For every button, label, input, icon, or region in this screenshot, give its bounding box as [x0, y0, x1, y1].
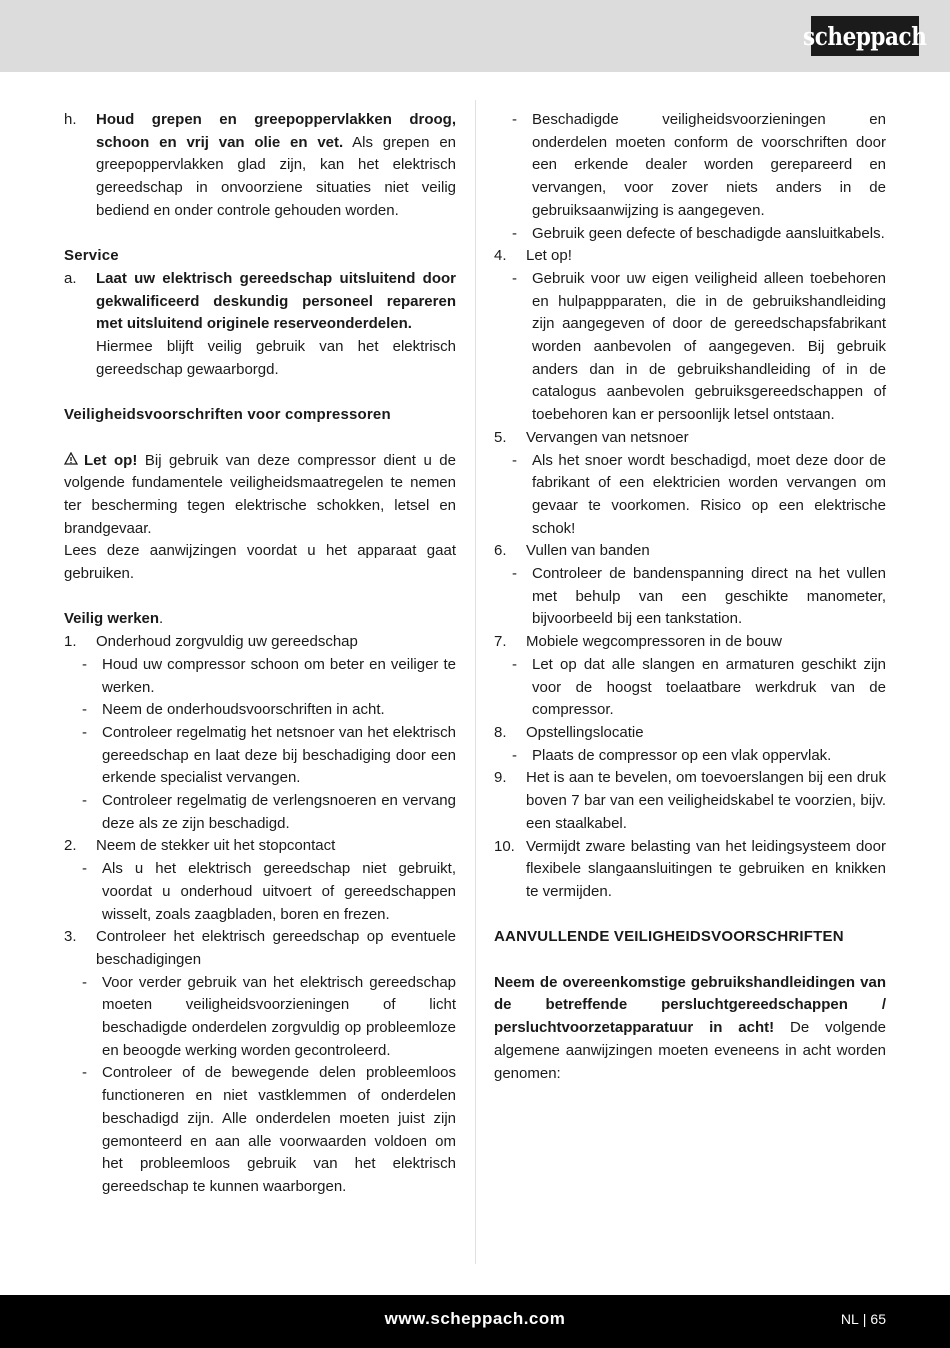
list-item-4: 4. Let op! [494, 247, 572, 265]
warning-paragraph: Let op! Bij gebruik van deze compressor dient u de volgende fundamentele veiligheidsmaatregelen te nemen ter bescherming tegen elektrische schokken, letsel en brandgevaar. [64, 451, 456, 537]
list-subitem: - Neem de onderhoudsvoorschriften in acht. [82, 701, 385, 719]
list-subitem: - Controleer regelmatig het netsnoer van het elektrisch gereedschap en laat deze bij beschadiging door een erkende specialist vervangen. [82, 723, 456, 787]
list-subitem: - Controleer of de bewegende delen probleemloos functioneren en niet vastklemmen of onderdelen beschadigd zijn. Alle onderdelen moeten juist zijn gemonteerd en aan alle voorwaarden voldoen om het probleemloos gebruik van het elektrisch gereedschap te kunnen waarborgen. [82, 1064, 456, 1195]
list-item-3: 3. Controleer het elektrisch gereedschap op eventuele beschadigingen [64, 928, 456, 968]
veilig-werken-heading: Veilig werken. [64, 610, 164, 628]
list-item-9: 9. Het is aan te bevelen, om toevoerslangen bij een druk boven 7 bar van een veiligheidskabel te voorzien, bijv. een staalkabel. [494, 769, 886, 832]
list-item-2: 2. Neem de stekker uit het stopcontact [64, 837, 336, 855]
list-item-1: 1. Onderhoud zorgvuldig uw gereedschap [64, 633, 358, 651]
top-bar [0, 0, 950, 72]
compressor-heading: Veiligheidsvoorschriften voor compressoren [64, 406, 391, 424]
list-subitem: - Voor verder gebruik van het elektrisch gereedschap moeten veiligheidsvoorzieningen of licht beschadigde onderdelen zorgvuldig op probleemloze en beoogde werking worden gecontroleerd. [82, 973, 456, 1059]
list-item-6: 6. Vullen van banden [494, 542, 650, 560]
list-item-7: 7. Mobiele wegcompressoren in de bouw [494, 633, 782, 651]
page-number: NL | 65 [840, 1311, 886, 1327]
column-divider [475, 100, 476, 1264]
aanvullende-heading: AANVULLENDE VEILIGHEIDSVOORSCHRIFTEN [494, 928, 844, 946]
right-column [494, 109, 886, 1085]
footer-bar [0, 1295, 950, 1348]
closing-paragraph: Neem de overeenkomstige gebruikshandleidingen van de betreffende persluchtgereedschappen / persluchtvoorzetapparatuur in acht! De volgende algemene aanwijzingen moeten eveneens in acht worden genomen: [494, 973, 886, 1082]
list-item-10: 10. Vermijdt zware belasting van het leidingsysteem door flexibele slangaansluitingen te gebruiken en knikken te vermijden. [494, 837, 886, 900]
list-item-8: 8. Opstellingslocatie [494, 723, 644, 741]
read-instructions: Lees deze aanwijzingen voordat u het apparaat gaat gebruiken. [64, 542, 456, 583]
list-subitem: - Beschadigde veiligheidsvoorzieningen en onderdelen moeten conform de voorschriften door een erkende dealer worden gerepareerd en vervangen, voor zover niets anders in de gebruiksaanwijzing is aangegeven. [512, 111, 886, 219]
website-link[interactable]: www.scheppach.com [384, 1309, 566, 1328]
service-heading: Service [64, 247, 119, 265]
left-column [64, 109, 456, 1199]
list-subitem: - Als u het elektrisch gereedschap niet gebruikt, voordat u onderhoud uitvoert of gereedschappen wisselt, zoals zaagbladen, boren en frezen. [82, 860, 456, 923]
warning-triangle-icon [64, 450, 78, 473]
scheppach-logo: scheppach [811, 16, 919, 56]
list-subitem: - Houd uw compressor schoon om beter en veiliger te werken. [82, 655, 456, 696]
list-subitem: - Let op dat alle slangen en armaturen geschikt zijn voor de hoogst toelaatbare werkdruk van de compressor. [512, 655, 886, 719]
list-item-5: 5. Vervangen van netsnoer [494, 428, 689, 446]
list-subitem: - Controleer de bandenspanning direct na het vullen met behulp van een geschikte manometer, bijvoorbeeld bij een tankstation. [512, 565, 886, 628]
item-h: h. Houd grepen en greepoppervlakken droog, schoon en vrij van olie en vet. Als grepen en greepoppervlakken glad zijn, kan het elektrisch gereedschap in onvoorziene situaties niet veilig bediend en onder controle gehouden worden. [64, 111, 457, 219]
item-service-a: a. Laat uw elektrisch gereedschap uitsluitend door gekwalificeerd deskundig personeel repareren met uitsluitend originele reserveonderdelen. Hiermee blijft veilig gebruik van het elektrisch gereedschap gewaarborgd. [64, 269, 456, 378]
list-subitem: - Controleer regelmatig de verlengsnoeren en vervang deze als ze zijn beschadigd. [82, 792, 456, 832]
list-subitem: - Gebruik voor uw eigen veiligheid alleen toebehoren en hulpappparaten, die in de gebruikshandleiding zijn aangegeven of door de gereedschapsfabrikant worden aanbevolen of aangegeven. Bij gebruik anders dan in de gebruikshandleiding of in de catalogus aanbevolen gebruiksgereedschappen of toebehoren kan er persoonlijk letsel ontstaan. [512, 269, 886, 424]
list-subitem: - Als het snoer wordt beschadigd, moet deze door de fabrikant of een elektricien worden vervangen om gevaar te voorkomen. Risico op een elektrische schok! [512, 451, 886, 537]
list-subitem: - Plaats de compressor op een vlak oppervlak. [512, 746, 832, 764]
list-subitem: - Gebruik geen defecte of beschadigde aansluitkabels. [512, 224, 885, 242]
